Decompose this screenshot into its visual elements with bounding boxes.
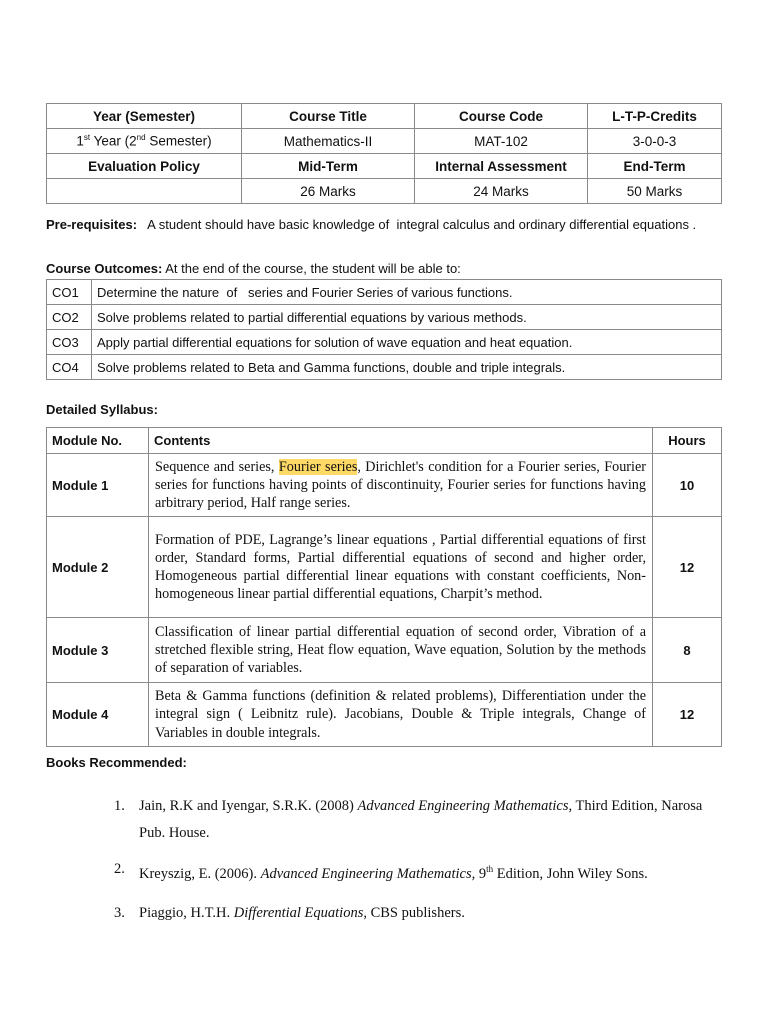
module-row [47,517,722,618]
course-outcomes-intro-text: At the end of the course, the student will be able to: [162,261,461,276]
book-details: , Third Edition, Narosa Pub. House. [139,798,703,841]
module-contents: Formation of PDE, Lagrange’s linear equations , Partial differential equations of first order, Standard forms, Partial differential equations of second and higher order, Homogeneous partial differential linear equations with constant coefficients, Non-homogeneous linear partial differential equations, Charpit’s method. [149,517,653,618]
ltp-credits-value: 3-0-0-3 [588,129,722,154]
year-ordinal: st [83,133,91,143]
outcome-id: CO1 [47,280,92,305]
highlighted-text: Fourier series [278,458,358,475]
header-internal-assessment: Internal Assessment [415,154,588,179]
module-contents: Beta & Gamma functions (definition & related problems), Differentiation under the integral sign ( Leibnitz rule). Jacobians, Double & Triple integrals, Change of Variables in double integrals. [149,683,653,747]
book-item [114,859,714,884]
semester-ordinal: nd [136,133,146,143]
book-title: Advanced Engineering Mathematics, [260,865,476,882]
module-contents [149,454,653,517]
book-number: 3. [114,904,125,921]
info-values-row [47,129,722,154]
header-end-term: End-Term [588,154,722,179]
outcome-id: CO2 [47,305,92,330]
marks-row [47,179,722,204]
prerequisites [46,217,722,233]
syllabus-table [46,427,722,747]
module-row [47,683,722,747]
book-author: Kreyszig, E. (2006). [139,865,261,882]
syllabus-header-row [47,428,722,454]
books-recommended-heading: Books Recommended: [46,755,187,770]
course-outcomes-table [46,279,722,380]
book-title: Advanced Engineering Mathematics [357,798,569,814]
book-number: 2. [114,861,125,877]
book-item [114,793,714,847]
eval-header-row [47,154,722,179]
module-name: Module 3 [47,618,149,683]
header-course-title: Course Title [242,104,415,129]
semester-text: Semester) [145,133,212,149]
info-header-row [47,104,722,129]
outcome-text: Apply partial differential equations for solution of wave equation and heat equation. [92,330,722,355]
book-author: Piaggio, H.T.H. [139,904,234,921]
module-contents-text: , Dirichlet's condition for a Fourier series, Fourier series for functions having points of discontinuity, Fourier series for functions having arbitrary period, Half range series. [155,458,646,512]
module-hours: 8 [653,618,722,683]
book-number: 1. [114,798,125,814]
course-info-table [46,103,722,204]
mid-term-marks: 26 Marks [242,179,415,204]
outcome-id: CO3 [47,330,92,355]
book-author: Jain, R.K and Iyengar, S.R.K. (2008) [139,798,358,814]
prerequisites-text: A student should have basic knowledge of integral calculus and ordinary differential equations . [137,217,697,232]
header-course-code: Course Code [415,104,588,129]
book-edition-ordinal: th [486,864,494,874]
outcome-text: Solve problems related to Beta and Gamma functions, double and triple integrals. [92,355,722,380]
module-hours: 10 [653,454,722,517]
year-number: 1 [76,133,84,149]
year-mid-text: Year (2 [90,133,137,149]
year-semester-value [47,129,242,154]
prerequisites-label: Pre-requisites: [46,217,138,232]
module-hours: 12 [653,517,722,618]
header-contents: Contents [149,428,653,454]
module-hours: 12 [653,683,722,747]
header-year-semester: Year (Semester) [47,104,242,129]
book-item [114,903,714,923]
book-edition: 9 [475,865,487,882]
module-name: Module 1 [47,454,149,517]
module-row [47,618,722,683]
module-contents-pre: Sequence and series, [155,458,279,475]
outcome-text: Solve problems related to partial differential equations by various methods. [92,305,722,330]
outcome-id: CO4 [47,355,92,380]
header-mid-term: Mid-Term [242,154,415,179]
outcome-row [47,305,722,330]
marks-empty-cell [47,179,242,204]
outcome-row [47,280,722,305]
book-details: Edition, John Wiley Sons. [493,865,648,882]
course-title-value: Mathematics-II [242,129,415,154]
outcome-row [47,355,722,380]
outcome-row [47,330,722,355]
header-evaluation-policy: Evaluation Policy [47,154,242,179]
module-contents: Classification of linear partial differential equation of second order, Vibration of a stretched flexible string, Heat flow equation, Wave equation, Solution by the methods of separation of variables. [149,618,653,683]
course-code-value: MAT-102 [415,129,588,154]
internal-assessment-marks: 24 Marks [415,179,588,204]
header-hours: Hours [653,428,722,454]
header-ltp-credits: L-T-P-Credits [588,104,722,129]
module-row [47,454,722,517]
end-term-marks: 50 Marks [588,179,722,204]
outcome-text: Determine the nature of series and Fourier Series of various functions. [92,280,722,305]
course-outcomes-intro [46,261,722,277]
module-name: Module 2 [47,517,149,618]
header-module-no: Module No. [47,428,149,454]
books-list [114,793,714,923]
book-details: , CBS publishers. [363,904,465,921]
course-outcomes-label: Course Outcomes: [46,261,163,276]
detailed-syllabus-heading: Detailed Syllabus: [46,402,158,417]
book-title: Differential Equations [233,904,364,921]
module-name: Module 4 [47,683,149,747]
